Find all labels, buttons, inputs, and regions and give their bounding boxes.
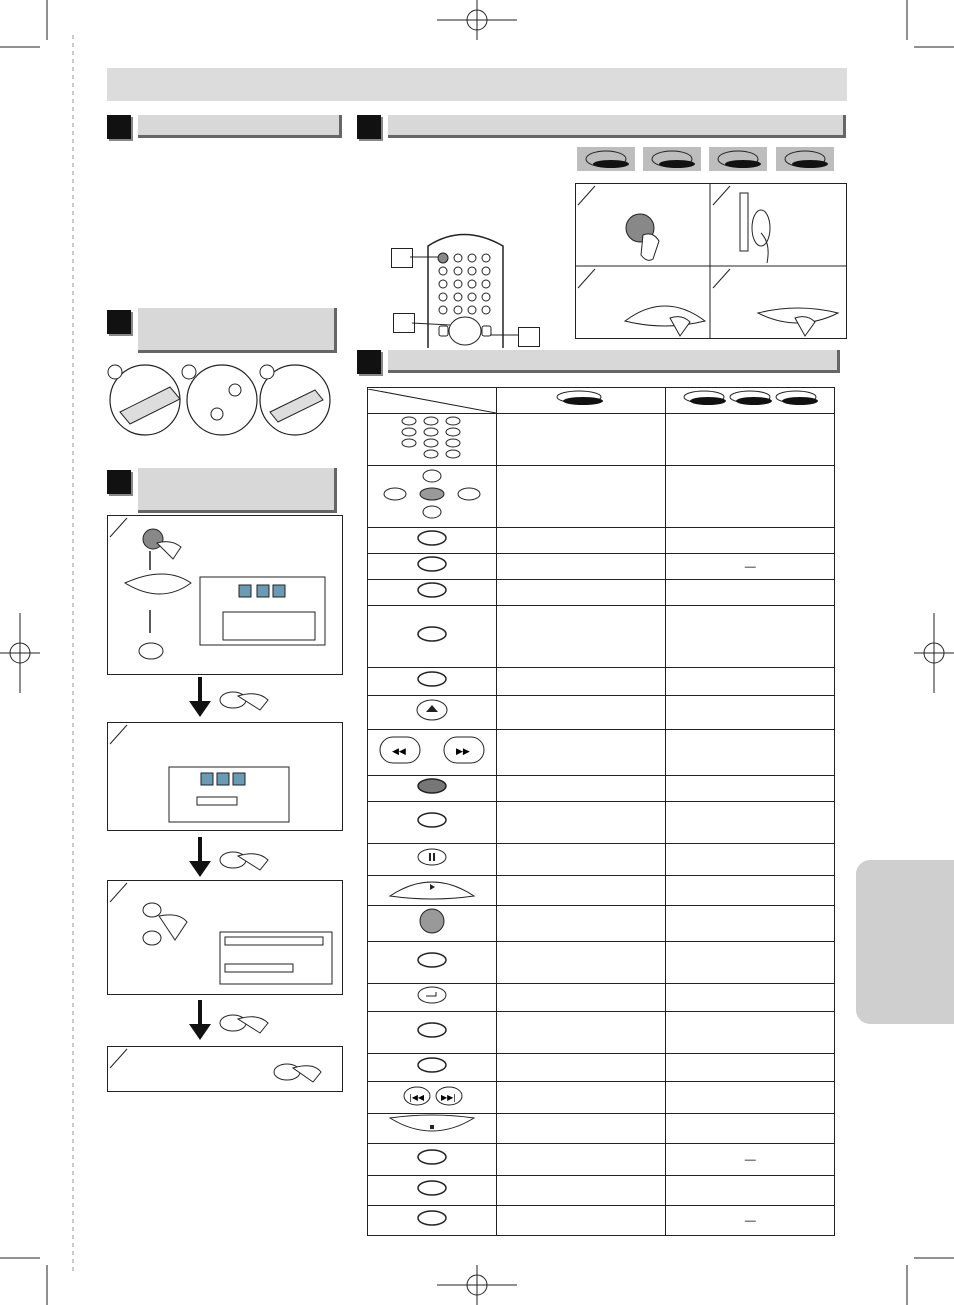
table-cell (497, 1144, 666, 1176)
button-icon-cell (368, 1144, 497, 1176)
table-cell (497, 984, 666, 1012)
button-icon (412, 1178, 452, 1198)
button-icon-cell (368, 668, 497, 696)
number-keys-icon (397, 414, 467, 460)
table-cell (497, 1206, 666, 1236)
button-icon (412, 580, 452, 600)
table-cell (497, 580, 666, 606)
button-icon (412, 669, 452, 689)
table-cell (666, 876, 835, 906)
button-icon (412, 1147, 452, 1167)
table-cell (666, 1054, 835, 1082)
button-icon-cell (368, 942, 497, 984)
search-buttons-icon (372, 733, 492, 767)
section-heading-ref-table (388, 350, 840, 373)
table-cell (666, 1176, 835, 1206)
table-cell (497, 844, 666, 876)
table-cell: — (666, 1144, 835, 1176)
table-cell (497, 802, 666, 844)
button-reference-table (367, 387, 835, 1236)
button-icon (412, 1208, 452, 1228)
table-row (368, 528, 835, 554)
section-heading-top-right (388, 115, 846, 138)
table-row (368, 942, 835, 984)
setup-panel-1-drawings (107, 515, 343, 675)
table-row (368, 802, 835, 844)
table-cell (497, 606, 666, 668)
table-row (368, 1012, 835, 1054)
stop-icon (382, 1114, 482, 1138)
play-icon (382, 876, 482, 900)
arrow-keys-icon (377, 466, 487, 522)
table-row (368, 606, 835, 668)
disc-icons (680, 388, 820, 408)
table-cell (497, 668, 666, 696)
table-row (368, 466, 835, 528)
table-cell (666, 844, 835, 876)
button-icon-cell (368, 528, 497, 554)
setup-panel-3-drawings (107, 880, 343, 996)
table-row (368, 776, 835, 802)
table-row (368, 876, 835, 906)
button-icon-cell (368, 802, 497, 844)
eject-icon (412, 697, 452, 723)
table-cell (666, 414, 835, 466)
svg-text:◀◀: ◀◀ (392, 747, 406, 757)
table-header-disc-2 (666, 388, 835, 414)
table-row (368, 984, 835, 1012)
disc-icons (577, 147, 837, 171)
button-icon-cell (368, 1176, 497, 1206)
table-header-corner (368, 388, 497, 414)
button-icon (412, 528, 452, 548)
button-icon-cell (368, 906, 497, 942)
table-row (368, 1082, 835, 1114)
button-icon-cell (368, 606, 497, 668)
table-cell (497, 942, 666, 984)
table-header-disc-1 (497, 388, 666, 414)
table-cell (666, 668, 835, 696)
section-heading-battery (138, 308, 337, 353)
table-row (368, 1144, 835, 1176)
side-tab (856, 860, 954, 1024)
table-cell (497, 1082, 666, 1114)
button-icon-cell (368, 776, 497, 802)
table-cell (666, 802, 835, 844)
svg-text:▶▶: ▶▶ (456, 747, 470, 757)
button-icon-cell (368, 1054, 497, 1082)
table-cell: — (666, 554, 835, 580)
section-number-box (357, 350, 381, 374)
button-icon-cell (368, 844, 497, 876)
table-cell (666, 1082, 835, 1114)
section-heading-top-left (138, 115, 342, 138)
table-cell (497, 466, 666, 528)
button-icon (412, 810, 452, 830)
table-row (368, 1054, 835, 1082)
section-number-box (107, 115, 131, 139)
button-icon-cell (368, 1114, 497, 1144)
down-arrow (198, 837, 202, 863)
play-steps-drawings (575, 183, 847, 339)
table-cell (497, 776, 666, 802)
down-arrow (198, 677, 202, 703)
button-icon-cell (368, 1012, 497, 1054)
return-icon (412, 984, 452, 1006)
table-row (368, 1114, 835, 1144)
power-icon (412, 906, 452, 936)
skip-icon (382, 1082, 482, 1108)
table-row (368, 730, 835, 776)
table-row (368, 1206, 835, 1236)
button-icon-cell (368, 1206, 497, 1236)
callout-lines (410, 255, 530, 345)
battery-install-illustrations (105, 362, 345, 442)
table-row (368, 580, 835, 606)
button-icon (412, 624, 452, 644)
button-icon-cell (368, 554, 497, 580)
table-row (368, 1176, 835, 1206)
title-bar (107, 68, 847, 101)
table-cell (497, 414, 666, 466)
section-heading-setup (138, 468, 337, 513)
table-cell: — (666, 1206, 835, 1236)
hand-press-icon (218, 686, 278, 714)
table-cell (666, 906, 835, 942)
table-cell (497, 1054, 666, 1082)
table-cell (497, 876, 666, 906)
table-cell (666, 606, 835, 668)
svg-text:▶▶|: ▶▶| (441, 1093, 456, 1102)
button-icon (412, 776, 452, 796)
button-icon-cell (368, 1082, 497, 1114)
table-cell (497, 554, 666, 580)
table-cell (666, 730, 835, 776)
table-cell (666, 528, 835, 554)
table-cell (497, 528, 666, 554)
table-row (368, 696, 835, 730)
button-icon (412, 1055, 452, 1075)
table-cell (666, 466, 835, 528)
pause-icon (412, 846, 452, 868)
button-icon-cell (368, 876, 497, 906)
button-icon-cell (368, 466, 497, 528)
button-icon-cell (368, 696, 497, 730)
setup-panel-2-drawings (107, 722, 343, 832)
table-cell (666, 776, 835, 802)
hand-press-icon (218, 1009, 278, 1037)
section-number-box (107, 310, 131, 334)
table-cell (666, 1012, 835, 1054)
table-cell (666, 942, 835, 984)
setup-panel-4-drawings (107, 1046, 343, 1092)
section-number-box (357, 115, 381, 139)
section-number-box (107, 470, 131, 494)
table-cell (666, 984, 835, 1012)
table-row (368, 668, 835, 696)
button-icon (412, 1020, 452, 1040)
table-cell (497, 906, 666, 942)
table-cell (497, 730, 666, 776)
table-cell (497, 1114, 666, 1144)
down-arrow (198, 1000, 202, 1026)
table-row (368, 906, 835, 942)
table-row (368, 844, 835, 876)
table-cell (666, 580, 835, 606)
table-cell (497, 1012, 666, 1054)
button-icon-cell (368, 730, 497, 776)
hand-press-icon (218, 846, 278, 874)
button-icon (412, 554, 452, 574)
table-cell (497, 1176, 666, 1206)
table-row (368, 414, 835, 466)
disc-icon (551, 388, 611, 408)
button-icon-cell (368, 580, 497, 606)
button-icon (412, 950, 452, 970)
button-icon-cell (368, 984, 497, 1012)
button-icon-cell (368, 414, 497, 466)
table-cell (497, 696, 666, 730)
table-row (368, 554, 835, 580)
table-cell (666, 696, 835, 730)
svg-text:|◀◀: |◀◀ (409, 1093, 424, 1102)
table-cell (666, 1114, 835, 1144)
